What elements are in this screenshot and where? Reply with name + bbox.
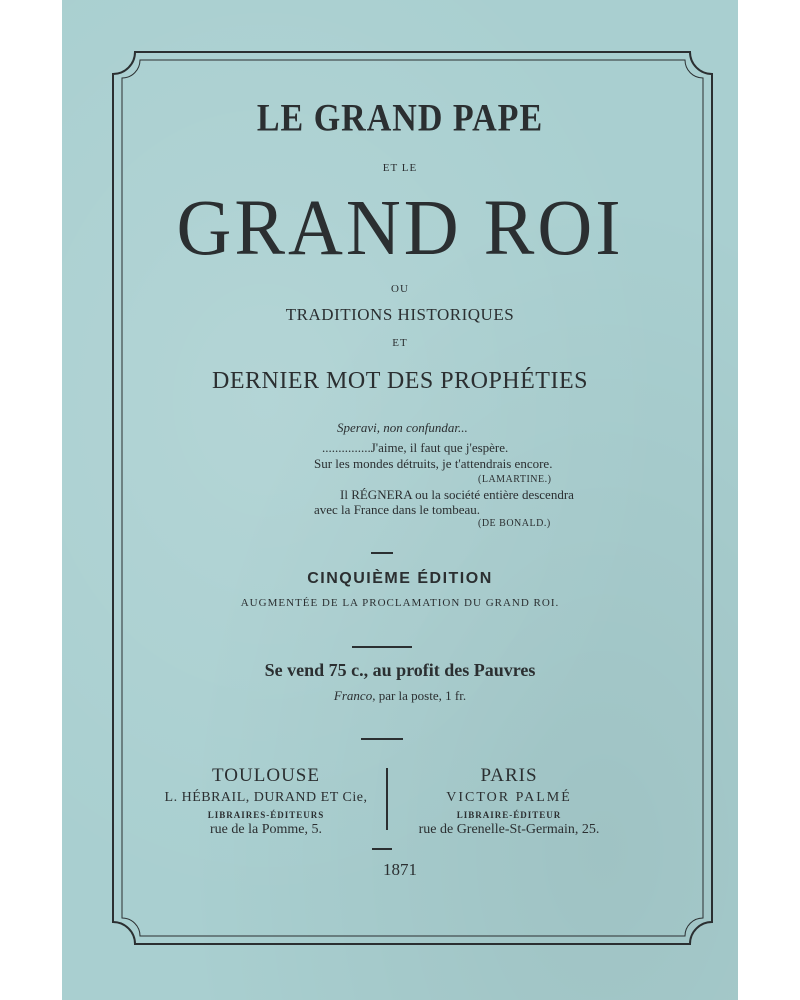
epigraph-motto: Speravi, non confundar... (337, 420, 468, 435)
epigraph-author-2: (DE BONALD.) (478, 518, 551, 529)
subtitle-1: TRADITIONS HISTORIQUES (285, 305, 515, 324)
title-connector: ET LE (382, 162, 418, 174)
edition-label: CINQUIÈME ÉDITION (307, 570, 493, 587)
publisher-left-address: rue de la Pomme, 5. (210, 822, 322, 837)
epigraph-verse-1: ...............J'aime, il faut que j'espère. (322, 440, 509, 455)
epigraph-quote-2: avec la France dans le tombeau. (314, 502, 481, 517)
epigraph-verse-2: Sur les mondes détruits, je t'attendrais encore. (314, 456, 553, 471)
publisher-right-city: PARIS (480, 765, 538, 786)
franco-rest: , par la poste, 1 fr. (372, 688, 467, 703)
publisher-right-name: VICTOR PALMÉ (446, 790, 572, 805)
title-or: OU (391, 283, 409, 295)
divider-rule (361, 738, 403, 740)
publisher-right-address: rue de Grenelle-St-Germain, 25. (418, 822, 600, 837)
price-line: Se vend 75 c., au profit des Pauvres (264, 660, 536, 680)
main-title: GRAND ROI (176, 183, 624, 273)
epigraph-author-1: (LAMARTINE.) (478, 474, 552, 485)
subtitle-2: DERNIER MOT DES PROPHÉTIES (212, 368, 588, 394)
edition-note: AUGMENTÉE DE LA PROCLAMATION DU GRAND ROI. (240, 597, 560, 609)
publication-year: 1871 (383, 860, 417, 879)
publisher-left-city: TOULOUSE (212, 765, 320, 786)
title-line-1: LE GRAND PAPE (256, 97, 544, 140)
divider-rule (372, 848, 392, 850)
title-and: ET (392, 337, 408, 349)
publisher-right (390, 765, 628, 838)
publisher-left-name: L. HÉBRAIL, DURAND ET Cie, (164, 790, 368, 805)
publisher-divider (386, 768, 388, 830)
divider-rule (352, 646, 412, 648)
franco-word: Franco (333, 688, 373, 703)
publisher-left-role: LIBRAIRES-ÉDITEURS (207, 810, 325, 820)
publisher-right-role: LIBRAIRE-ÉDITEUR (456, 810, 562, 820)
publisher-left (148, 765, 384, 838)
divider-rule (371, 552, 393, 554)
franco-line (0, 688, 800, 704)
epigraph-quote-1: Il RÉGNERA ou la société entière descendra (340, 487, 574, 502)
